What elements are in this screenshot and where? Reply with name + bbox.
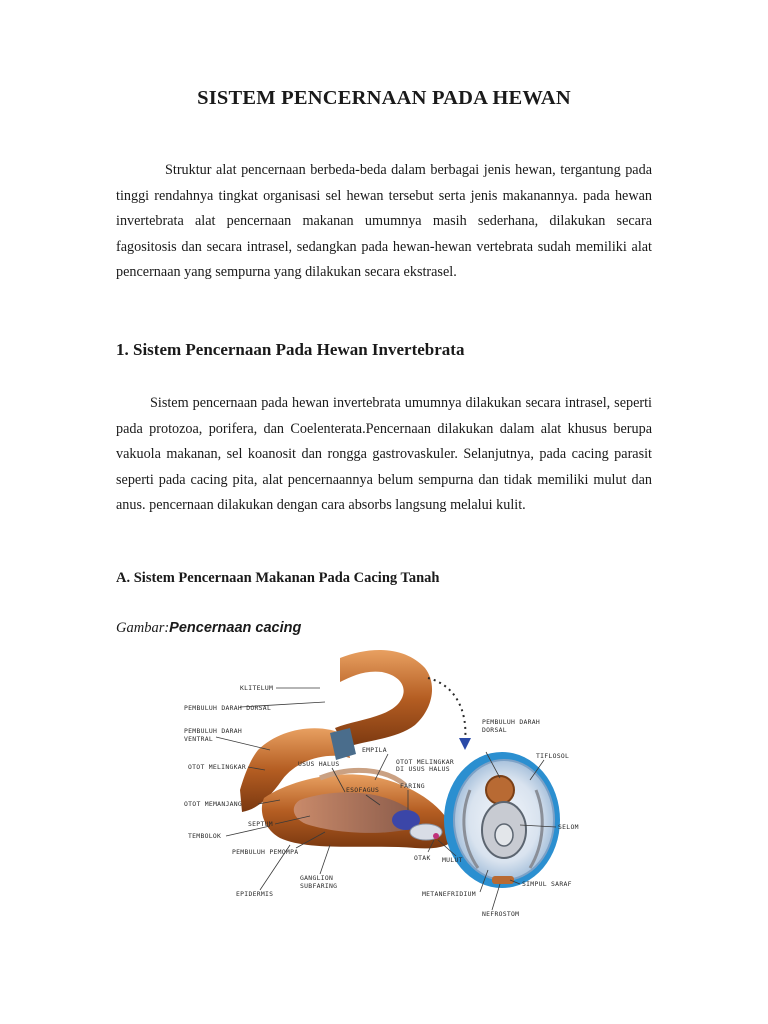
label-pharynx: FARING — [400, 782, 425, 790]
label-ventral-vessel-2: VENTRAL — [184, 735, 214, 743]
label-intestine-muscle-1: OTOT MELINGKAR — [396, 758, 455, 766]
intro-paragraph: Struktur alat pencernaan berbeda-beda dalam berbagai jenis hewan, tergantung pada tinggi rendahnya tingkat organisasi sel hewan tersebut serta jenis makanannya. pada hewan invertebrata alat pencernaan makanan umumnya masih sederhana, dilakukan secara fagositosis dan secara intrasel, sedangkan pada hewan-hewan vertebrata sudah memiliki alat pencernaan yang sempurna yang dilakukan secara ekstrasel. — [116, 162, 652, 281]
label-metanephridium: METANEFRIDIUM — [422, 890, 476, 898]
label-septum: SEPTUM — [248, 820, 273, 828]
label-mouth: MULUT — [442, 856, 463, 864]
arrow-head — [459, 738, 471, 750]
label-cs-dorsal-1: PEMBULUH DARAH — [482, 718, 541, 726]
earthworm-anatomy-diagram — [170, 640, 590, 925]
dotted-arrow — [428, 678, 465, 742]
label-nephrostome: NEFROSTOM — [482, 910, 520, 918]
label-brain: OTAK — [414, 854, 431, 862]
label-cs-dorsal-2: DORSAL — [482, 726, 507, 734]
figure-caption — [116, 620, 301, 637]
label-intestine-muscle-2: DI USUS HALUS — [396, 765, 450, 773]
label-dorsal-vessel: PEMBULUH DARAH DORSAL — [184, 704, 272, 712]
label-circular-muscle: OTOT MELINGKAR — [188, 763, 247, 771]
label-coelom: SELOM — [558, 823, 579, 831]
section-body-invertebrata: Sistem pencernaan pada hewan invertebrata umumnya dilakukan secara intrasel, seperti pada protozoa, porifera, dan Coelenterata.Pencernaan dilakukan dalam alat khusus berupa vakuola makanan, sel koanosit dan rongga gastrovaskuler. Selanjutnya, pada cacing parasit seperti pada cacing pita, alat pencernaannya belum sempurna dan tidak memiliki mulut dan anus. pencernaan dilakukan dengan cara absorbs langsung melalui kulit. — [116, 395, 652, 514]
label-nerve-cord: SIMPUL SARAF — [522, 880, 572, 888]
label-ganglion-1: GANGLION — [300, 874, 334, 882]
label-pumping-vessel: PEMBULUH PEMOMPA — [232, 848, 299, 856]
subsection-heading-cacing-tanah: A. Sistem Pencernaan Makanan Pada Cacing Tanah — [116, 570, 440, 586]
document-title: SISTEM PENCERNAAN PADA HEWAN — [197, 87, 571, 109]
label-epidermis: EPIDERMIS — [236, 890, 274, 898]
label-typhlosole: TIFLOSOL — [536, 752, 570, 760]
section-heading-invertebrata: 1. Sistem Pencernaan Pada Hewan Invertebrata — [116, 340, 465, 359]
worm-body — [240, 650, 454, 848]
label-esophagus: ESOFAGUS — [346, 786, 380, 794]
label-crop: EMPILA — [362, 746, 387, 754]
label-tembolok: TEMBOLOK — [188, 832, 222, 840]
label-small-intestine: USUS HALUS — [298, 760, 340, 768]
cross-section — [444, 752, 560, 888]
caption-prefix: Gambar: — [116, 620, 170, 636]
label-ganglion-2: SUBFARING — [300, 882, 338, 890]
label-klitelum: KLITELUM — [240, 684, 274, 692]
caption-title: Pencernaan cacing — [169, 620, 302, 636]
label-longitudinal-muscle: OTOT MEMANJANG — [184, 800, 243, 808]
label-ventral-vessel-1: PEMBULUH DARAH — [184, 727, 243, 735]
